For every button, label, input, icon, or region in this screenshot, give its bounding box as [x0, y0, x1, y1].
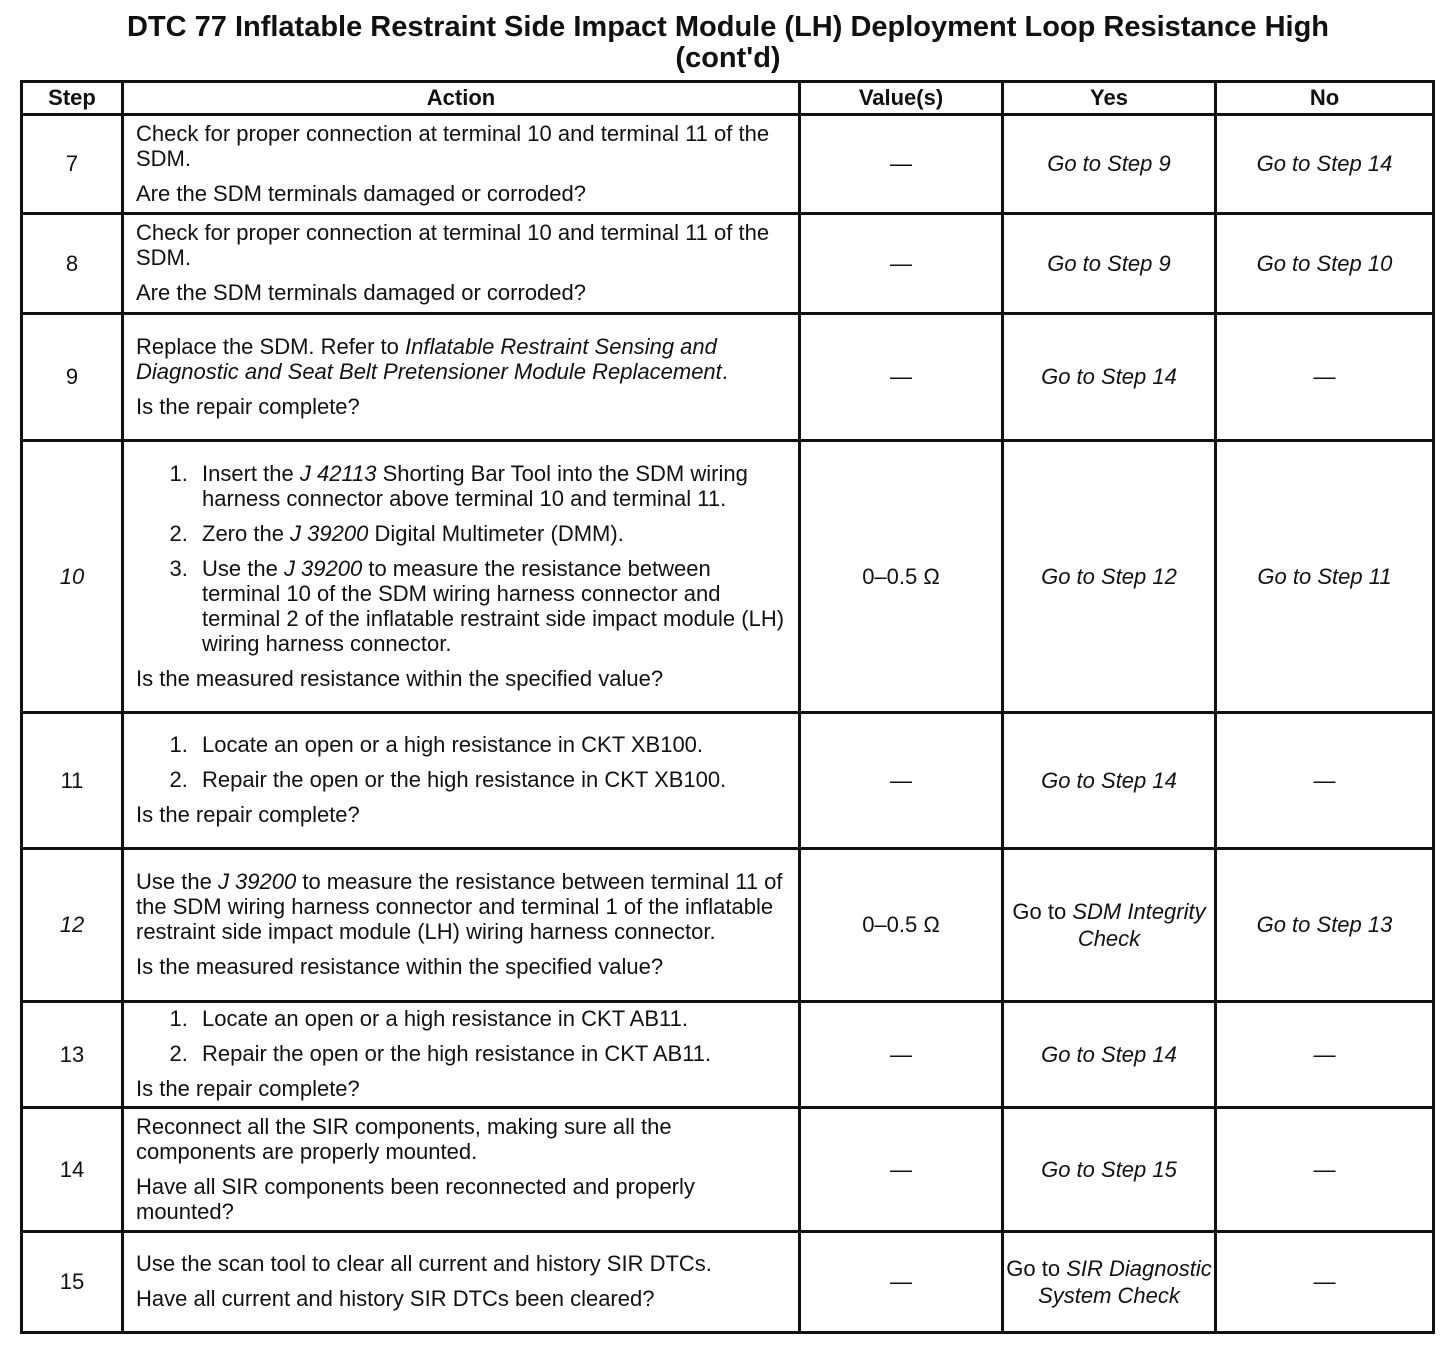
tool-reference: J 39200 — [283, 555, 363, 581]
action-question: Have all SIR components been reconnected and properly mounted? — [136, 1173, 695, 1224]
action-text: Check for proper connection at terminal 10 and terminal 11 of the SDM. — [136, 220, 770, 270]
table-row — [22, 314, 1434, 441]
list-item: 1. Locate an open or a high resistance in CKT AB11. — [194, 1006, 788, 1031]
no-cell: Go to Step 11 — [1216, 441, 1434, 713]
table-row — [22, 214, 1434, 314]
yes-cell: Go to Step 12 — [1003, 441, 1216, 713]
header-step: Step — [22, 82, 123, 115]
tool-reference: J 39200 — [290, 520, 369, 546]
list-item: 1. Insert the J 42113 Shorting Bar Tool into the SDM wiring harness connector above terminal 10 and terminal 11. — [194, 461, 788, 511]
action-text: Use the J 39200 to measure the resistance between terminal 11 of the SDM wiring harness connector and terminal 1 of the inflatable restraint side impact module (LH) wiring harness connector. — [136, 869, 783, 944]
action-text: Check for proper connection at terminal 10 and terminal 11 of the SDM. — [136, 120, 770, 171]
action-question: Have all current and history SIR DTCs been cleared? — [136, 1286, 655, 1311]
step-number: 12 — [22, 849, 123, 1002]
action-question: Is the measured resistance within the specified value? — [136, 954, 664, 979]
page-title — [0, 12, 1456, 74]
value-cell: — — [800, 1002, 1003, 1108]
action-text: Reconnect all the SIR components, making sure all the components are properly mounted. — [136, 1113, 672, 1164]
header-value: Value(s) — [800, 82, 1003, 115]
header-no: No — [1216, 82, 1434, 115]
no-cell: — — [1216, 713, 1434, 849]
step-number: 8 — [22, 214, 123, 314]
header-action: Action — [123, 82, 800, 115]
action-steps — [136, 1006, 788, 1066]
check-reference: SDM Integrity Check — [1072, 898, 1206, 951]
no-cell: — — [1216, 314, 1434, 441]
table-row — [22, 441, 1434, 713]
action-question: Is the repair complete? — [136, 802, 360, 827]
list-item: 2. Repair the open or the high resistance in CKT XB100. — [194, 767, 788, 792]
value-cell: — — [800, 1232, 1003, 1333]
value-cell: — — [800, 314, 1003, 441]
action-cell — [123, 115, 800, 214]
list-item: 2. Zero the J 39200 Digital Multimeter (DMM). — [194, 521, 788, 546]
yes-cell: Go to Step 14 — [1003, 314, 1216, 441]
action-question: Is the repair complete? — [136, 1076, 360, 1101]
step-number: 9 — [22, 314, 123, 441]
no-cell: Go to Step 14 — [1216, 115, 1434, 214]
no-cell: Go to Step 13 — [1216, 849, 1434, 1002]
action-text: Use the scan tool to clear all current and history SIR DTCs. — [136, 1251, 712, 1276]
action-cell — [123, 1108, 800, 1232]
table-row — [22, 713, 1434, 849]
action-cell — [123, 441, 800, 713]
step-number: 13 — [22, 1002, 123, 1108]
step-number: 15 — [22, 1232, 123, 1333]
title-line-2: (cont'd) — [675, 42, 781, 74]
title-line-1: DTC 77 Inflatable Restraint Side Impact Module (LH) Deployment Loop Resistance High — [126, 11, 1330, 43]
yes-cell: Go to SDM Integrity Check — [1003, 849, 1216, 1002]
action-question: Are the SDM terminals damaged or corroded? — [136, 280, 586, 305]
manual-reference: Inflatable Restraint Sensing and Diagnostic and Seat Belt Pretensioner Module Replacement — [136, 333, 722, 384]
header-yes: Yes — [1003, 82, 1216, 115]
no-cell: Go to Step 10 — [1216, 214, 1434, 314]
action-cell — [123, 1002, 800, 1108]
action-question: Is the measured resistance within the specified value? — [136, 665, 664, 691]
step-number: 7 — [22, 115, 123, 214]
action-question: Is the repair complete? — [136, 393, 360, 419]
yes-cell: Go to Step 15 — [1003, 1108, 1216, 1232]
yes-cell: Go to Step 14 — [1003, 713, 1216, 849]
yes-cell: Go to Step 9 — [1003, 115, 1216, 214]
action-steps — [136, 732, 788, 792]
action-text: Replace the SDM. Refer to Inflatable Restraint Sensing and Diagnostic and Seat Belt Pretensioner Module Replacement. — [136, 333, 728, 384]
table-row — [22, 1108, 1434, 1232]
table-row — [22, 1002, 1434, 1108]
value-cell: — — [800, 713, 1003, 849]
step-number: 11 — [22, 713, 123, 849]
action-cell — [123, 214, 800, 314]
action-cell — [123, 314, 800, 441]
action-question: Are the SDM terminals damaged or corroded? — [136, 180, 586, 206]
tool-reference: J 39200 — [217, 869, 297, 894]
value-cell: 0–0.5 Ω — [800, 849, 1003, 1002]
step-number: 14 — [22, 1108, 123, 1232]
action-cell — [123, 713, 800, 849]
table-row — [22, 1232, 1434, 1333]
table-row — [22, 849, 1434, 1002]
check-reference: SIR Diagnostic System Check — [1038, 1255, 1212, 1308]
no-cell: — — [1216, 1232, 1434, 1333]
action-cell — [123, 849, 800, 1002]
yes-cell: Go to Step 9 — [1003, 214, 1216, 314]
list-item: 3. Use the J 39200 to measure the resistance between terminal 10 of the SDM wiring harness connector and terminal 2 of the inflatable restraint side impact module (LH) wiring harness connector. — [194, 556, 788, 656]
action-cell — [123, 1232, 800, 1333]
no-cell: — — [1216, 1108, 1434, 1232]
table-row — [22, 115, 1434, 214]
value-cell: — — [800, 1108, 1003, 1232]
header-row — [22, 82, 1434, 115]
action-steps — [136, 461, 788, 656]
list-item: 2. Repair the open or the high resistance in CKT AB11. — [194, 1041, 788, 1066]
yes-cell: Go to Step 14 — [1003, 1002, 1216, 1108]
yes-cell: Go to SIR Diagnostic System Check — [1003, 1232, 1216, 1333]
value-cell: — — [800, 214, 1003, 314]
list-item: 1. Locate an open or a high resistance in CKT XB100. — [194, 732, 788, 757]
no-cell: — — [1216, 1002, 1434, 1108]
diagnostic-table — [20, 80, 1435, 1334]
step-number: 10 — [22, 441, 123, 713]
value-cell: 0–0.5 Ω — [800, 441, 1003, 713]
value-cell: — — [800, 115, 1003, 214]
tool-reference: J 42113 — [299, 460, 377, 486]
